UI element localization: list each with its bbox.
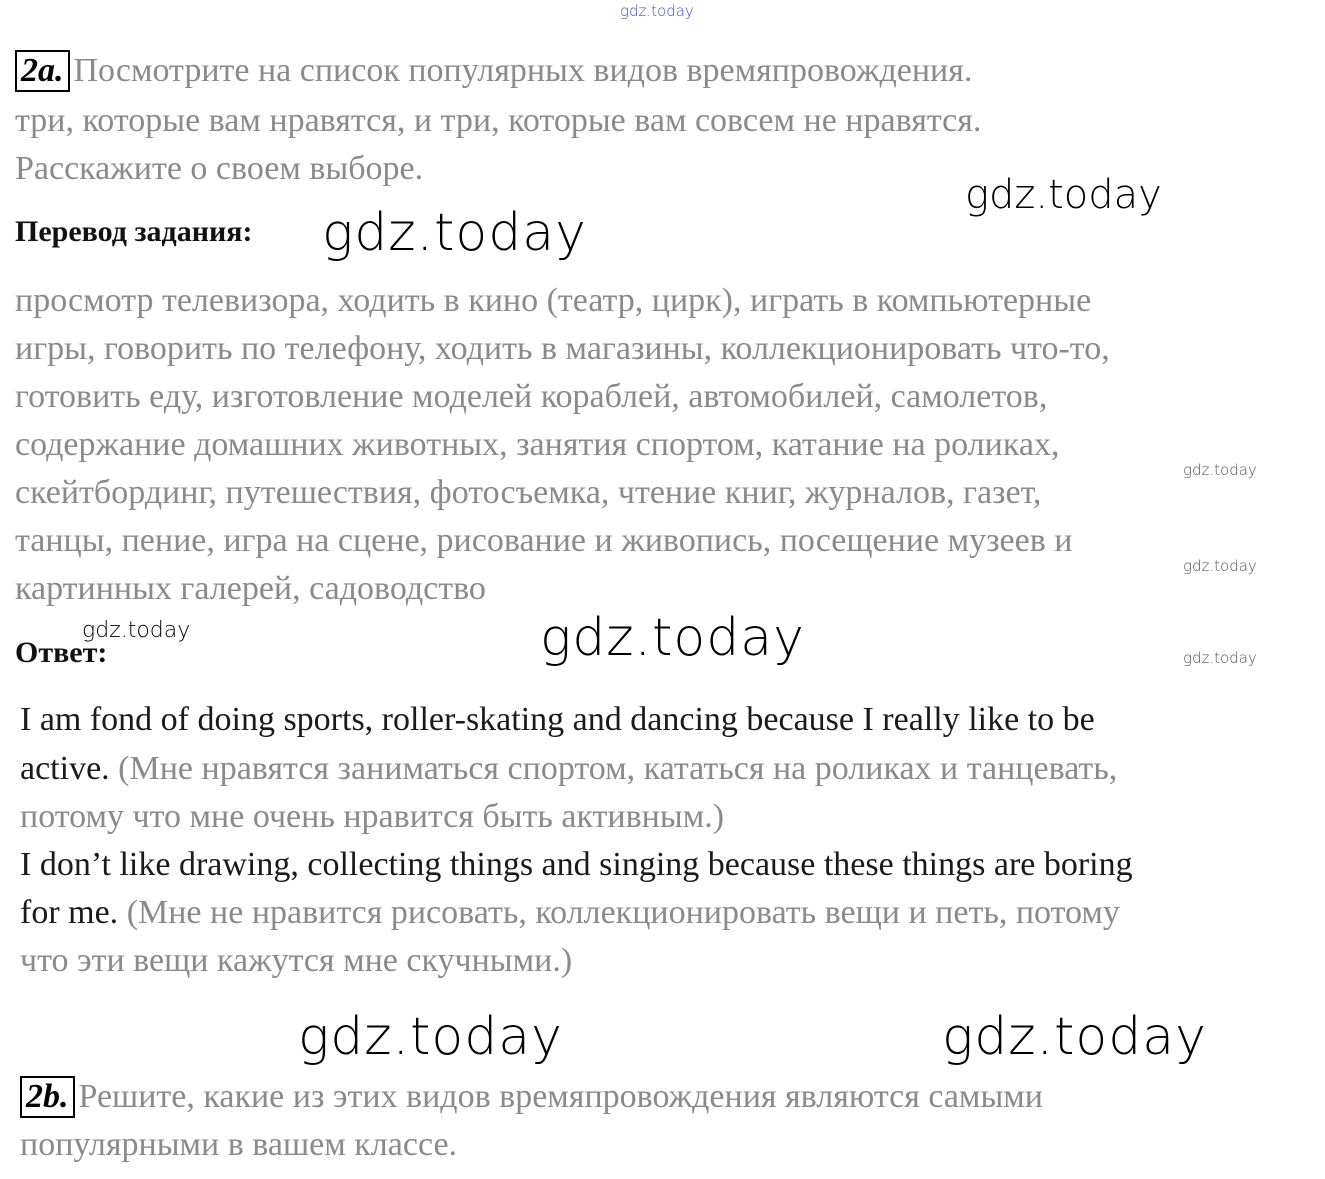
task-2a-text-2: три, которые вам нравятся, и три, которые вам совсем не нравятся. xyxy=(15,102,982,139)
task-2b-line-1 xyxy=(20,1076,1043,1118)
answer-line-6: что эти вещи кажутся мне скучными.) xyxy=(20,942,573,979)
translation-line-4: содержание домашних животных, занятия спортом, катание на роликах, xyxy=(15,426,1060,463)
translation-label: Перевод задания: xyxy=(15,215,253,248)
task-2b-number: 2b. xyxy=(20,1076,75,1118)
answer-line-2-ru: (Мне нравятся заниматься спортом, кататься на роликах и танцевать, xyxy=(109,750,1118,787)
answer-line-3: потому что мне очень нравится быть активным.) xyxy=(20,798,725,835)
answer-line-2 xyxy=(20,750,1117,788)
translation-line-3: готовить еду, изготовление моделей кораблей, автомобилей, самолетов, xyxy=(15,378,1048,415)
task-2b-text-2: популярными в вашем классе. xyxy=(20,1126,458,1163)
watermark-top: gdz.today xyxy=(620,2,694,20)
watermark: gdz.today xyxy=(942,1007,1207,1067)
translation-line-1: просмотр телевизора, ходить в кино (театр, цирк), играть в компьютерные xyxy=(15,282,1092,319)
watermark-small: gdz.today xyxy=(1183,461,1257,479)
task-2b-text-1: Решите, какие из этих видов времяпровождения являются самыми xyxy=(78,1078,1044,1115)
watermark-small: gdz.today xyxy=(1183,557,1257,575)
task-2a-text-3: Расскажите о своем выборе. xyxy=(15,150,424,187)
translation-line-7: картинных галерей, садоводство xyxy=(15,570,486,607)
watermark: gdz.today xyxy=(298,1007,563,1067)
answer-line-2-en: active. xyxy=(20,750,110,787)
task-2a-line-1 xyxy=(15,50,972,92)
task-2a-number: 2a. xyxy=(15,50,70,92)
answer-line-5-en: for me. xyxy=(20,894,119,931)
watermark: gdz.today xyxy=(540,608,805,668)
answer-line-5-ru: (Мне не нравится рисовать, коллекционировать вещи и петь, потому xyxy=(118,894,1120,931)
watermark: gdz.today xyxy=(965,172,1162,218)
answer-label: Ответ: xyxy=(15,636,108,669)
answer-line-1: I am fond of doing sports, roller-skating and dancing because I really like to be xyxy=(20,701,1095,738)
translation-line-5: скейтбординг, путешествия, фотосъемка, чтение книг, журналов, газет, xyxy=(15,474,1042,511)
answer-line-5 xyxy=(20,894,1120,932)
answer-line-4: I don’t like drawing, collecting things and singing because these things are boring xyxy=(20,846,1133,883)
task-2a-text-1: Посмотрите на список популярных видов времяпровождения. xyxy=(73,52,973,89)
watermark-small: gdz.today xyxy=(1183,649,1257,667)
translation-line-2: игры, говорить по телефону, ходить в магазины, коллекционировать что-то, xyxy=(15,330,1110,367)
translation-line-6: танцы, пение, игра на сцене, рисование и живопись, посещение музеев и xyxy=(15,522,1073,559)
watermark: gdz.today xyxy=(322,203,587,263)
watermark-small: gdz.today xyxy=(82,618,191,643)
